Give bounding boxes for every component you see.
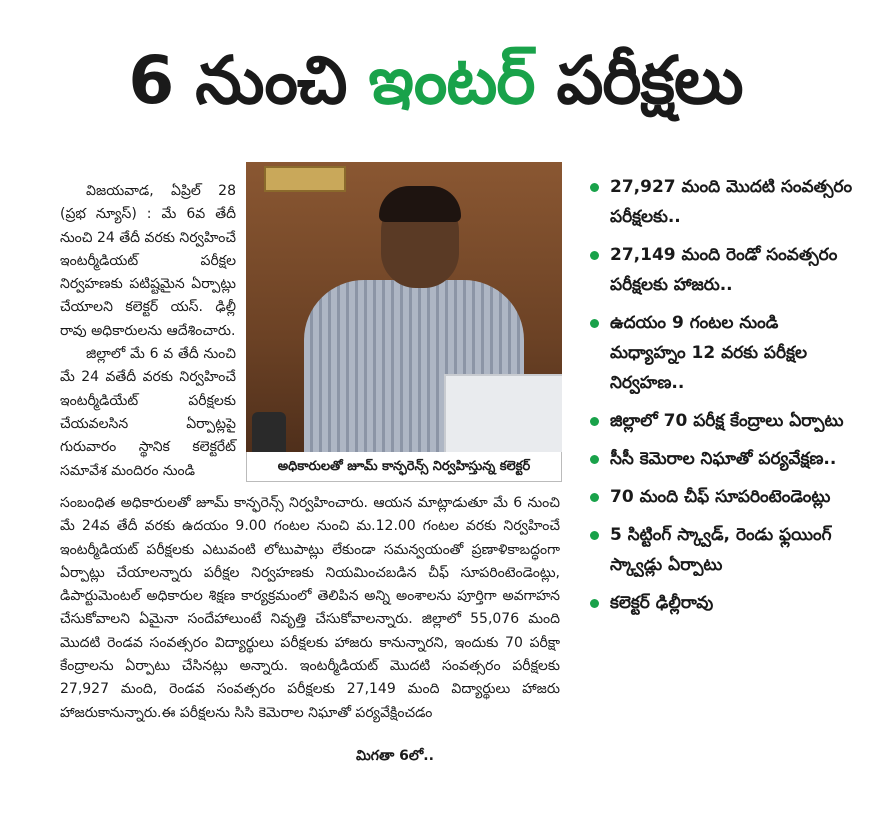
highlight-item: [588, 240, 856, 300]
highlight-text: కలెక్టర్ ఢిల్లీరావు: [610, 593, 714, 613]
bullet-dot-icon: [590, 183, 599, 192]
bullet-dot-icon: [590, 599, 599, 608]
bullet-dot-icon: [590, 251, 599, 260]
headline-part-1: 6 నుంచి: [128, 42, 347, 119]
highlight-text: 27,149 మంది రెండో సంవత్సరం పరీక్షలకు హాజరు..: [610, 245, 838, 295]
highlight-item: [588, 406, 856, 436]
headline-part-3: పరీక్షలు: [556, 42, 743, 119]
highlight-text: 27,927 మంది మొదటి సంవత్సరం పరీక్షలకు..: [610, 177, 853, 227]
article-narrow-block: [60, 180, 236, 483]
highlight-text: 5 సిట్టింగ్ స్క్వాడ్, రెండు ఫ్లయింగ్ స్క్వాడ్లు ఏర్పాటు: [610, 525, 832, 575]
highlight-item: [588, 172, 856, 232]
photo-microphone: [252, 412, 286, 452]
bullet-dot-icon: [590, 531, 599, 540]
article-paragraph-2: జిల్లాలో మే 6 వ తేదీ నుంచి మే 24 వతేదీ వరకు నిర్వహించే ఇంటర్మీడియేట్ పరీక్షలకు చేయవలసిన ఏర్పాట్లపై గురువారం స్థానిక కలెక్టరేట్ సమావేశ మందిరం నుండి: [60, 346, 236, 479]
article-wide-block: [60, 492, 560, 725]
highlight-item: [588, 482, 856, 512]
headline: [0, 22, 871, 140]
bullet-dot-icon: [590, 455, 599, 464]
photo-caption: అధికారులతో జూమ్ కాన్ఫరెన్స్ నిర్వహిస్తున్న కలెక్టర్: [246, 452, 562, 482]
continued-note: మిగతా 6లో..: [356, 748, 434, 764]
photo-laptop: [444, 374, 562, 452]
bullet-dot-icon: [590, 417, 599, 426]
highlight-item: [588, 308, 856, 398]
highlight-item: [588, 520, 856, 580]
headline-part-2: ఇంటర్: [368, 42, 535, 119]
highlight-item: [588, 588, 856, 618]
article-photo: [246, 162, 562, 452]
photo-person-hair: [379, 186, 461, 222]
bullet-dot-icon: [590, 319, 599, 328]
article-paragraph-3: సంబంధిత అధికారులతో జూమ్ కాన్ఫరెన్స్ నిర్వహించారు. ఆయన మాట్లాడుతూ మే 6 నుంచి మే 24వ తేదీ వరకు ఉదయం 9.00 గంటల నుంచి మ.12.00 గంటల వరకు నిర్వహించే ఇంటర్మీడియట్ పరీక్షలకు ఎటువంటి లోటుపాట్లు లేకుండా సమన్వయంతో ప్రణాళికాబద్ధంగా ఏర్పాట్లు చేయాలన్నారు పరీక్షల నిర్వహణకు నియమించబడిన చీఫ్ సూపరింటెండెంట్లు, డిపార్టుమెంటల్ అధికారుల శిక్షణ కార్యక్రమంలో తెలిపిన అన్ని అంశాలను పూర్తిగా అవగాహన చేసుకోవాలని ఏమైనా సందేహాలుంటే నివృత్తి చేసుకోవాలన్నారు. జిల్లాలో 55,076 మంది మొదటి రెండవ సంవత్సరం విద్యార్థులు పరీక్షలకు హాజరు కానున్నారని, ఇందుకు 70 పరీక్షా కేంద్రాలను ఏర్పాటు చేసినట్లు అన్నారు. ఇంటర్మీడియట్ మొదటి సంవత్సరం పరీక్షలకు 27,927 మంది, రెండవ సంవత్సరం పరీక్షలకు 27,149 మంది విద్యార్థులు హాజరు హాజరుకానున్నారు.ఈ పరీక్షలను సిసి కెమెరాల నిఘాతో పర్యవేక్షించడం: [60, 495, 560, 721]
highlight-text: సీసీ కెమెరాల నిఘాతో పర్యవేక్షణ..: [610, 449, 837, 469]
highlights-list: [588, 172, 856, 626]
photo-nameplate: [264, 166, 346, 192]
bullet-dot-icon: [590, 493, 599, 502]
article-paragraph-1: విజయవాడ, ఏప్రిల్ 28 (ప్రభ న్యూస్) : మే 6వ తేదీ నుంచి 24 తేదీ వరకు నిర్వహించే ఇంటర్మీడియట్ పరీక్షల నిర్వహణకు పటిష్టమైన ఏర్పాట్లు చేయాలని కలెక్టర్ యస్. ఢిల్లీ రావు అధికారులను ఆదేశించారు.: [60, 183, 236, 339]
highlight-text: ఉదయం 9 గంటల నుండి మధ్యాహ్నం 12 వరకు పరీక్షల నిర్వహణ..: [610, 313, 808, 393]
highlight-item: [588, 444, 856, 474]
highlight-text: జిల్లాలో 70 పరీక్ష కేంద్రాలు ఏర్పాటు: [610, 411, 844, 431]
highlight-text: 70 మంది చీఫ్ సూపరింటెండెంట్లు: [610, 487, 831, 507]
